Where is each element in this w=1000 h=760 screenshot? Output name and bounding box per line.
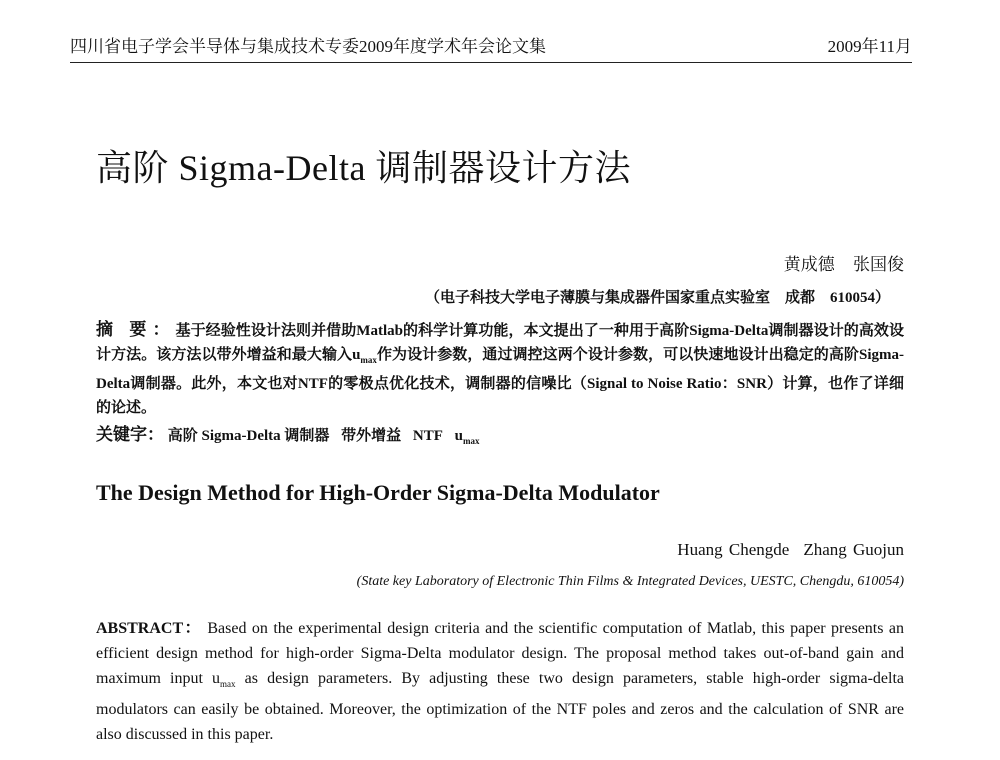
abstract-en-text-1: Based on the experimental design criteria and the scientific computation of Matlab, this paper presents an efficient design method for high-order Sigma-Delta modulator design. The proposal method takes out-of-band gain and maximum input u xyxy=(96,620,904,687)
author-en-1: Huang Chengde xyxy=(677,540,790,559)
keyword-3: NTF xyxy=(412,428,443,444)
author-cn-2: 张国俊 xyxy=(853,255,904,274)
header-journal-title: 四川省电子学会半导体与集成技术专委2009年度学术年会论文集 xyxy=(70,37,546,56)
abstract-en-text-2: as design parameters. By adjusting these two design parameters, stable high-order sigma-delta modulators can easily be obtained. Moreover, the optimization of the NTF poles and zeros and the calculation of SNR are also discussed in this paper. xyxy=(96,670,904,744)
paper-title-cn: 高阶 Sigma-Delta 调制器设计方法 xyxy=(96,148,631,188)
abstract-en xyxy=(96,616,904,747)
keywords-cn-label: 关键字： xyxy=(96,425,164,444)
authors-cn xyxy=(784,250,904,275)
header-date: 2009年11月 xyxy=(827,37,912,56)
paper-title-en: The Design Method for High-Order Sigma-Delta Modulator xyxy=(96,480,660,505)
affiliation-cn: （电子科技大学电子薄膜与集成器件国家重点实验室 成都 610054） xyxy=(424,290,890,306)
running-header xyxy=(70,32,912,63)
affiliation-en: (State key Laboratory of Electronic Thin Films & Integrated Devices, UESTC, Chengdu, 610054) xyxy=(356,574,904,589)
author-cn-1: 黄成德 xyxy=(783,255,835,274)
keyword-2: 带外增益 xyxy=(341,428,402,444)
keywords-cn xyxy=(96,424,904,452)
authors-en xyxy=(677,540,904,560)
author-en-2: Zhang Guojun xyxy=(803,540,904,559)
abstract-cn-subscript: max xyxy=(360,355,377,365)
abstract-cn-label: 摘 要： xyxy=(96,320,176,339)
keyword-1: 高阶 Sigma-Delta 调制器 xyxy=(167,428,330,444)
abstract-cn xyxy=(96,318,904,420)
abstract-cn-text-2: 作为设计参数，通过调控这两个设计参数，可以快速地设计出稳定的高阶Sigma-Delta调制器。此外，本文也对NTF的零极点优化技术，调制器的信噪比（Signal to Noise Ratio：SNR）计算，也作了详细的论述。 xyxy=(96,347,904,416)
abstract-en-subscript: max xyxy=(220,679,236,690)
keyword-4-subscript: max xyxy=(463,436,480,446)
abstract-en-label: ABSTRACT： xyxy=(96,620,202,637)
keyword-4-base: u xyxy=(454,428,464,444)
keyword-4 xyxy=(455,428,480,444)
abstract-cn-text-1: 基于经验性设计法则并借助Matlab的科学计算功能，本文提出了一种用于高阶Sigma-Delta调制器设计的高效设计方法。该方法以带外增益和最大输入u xyxy=(96,323,904,363)
